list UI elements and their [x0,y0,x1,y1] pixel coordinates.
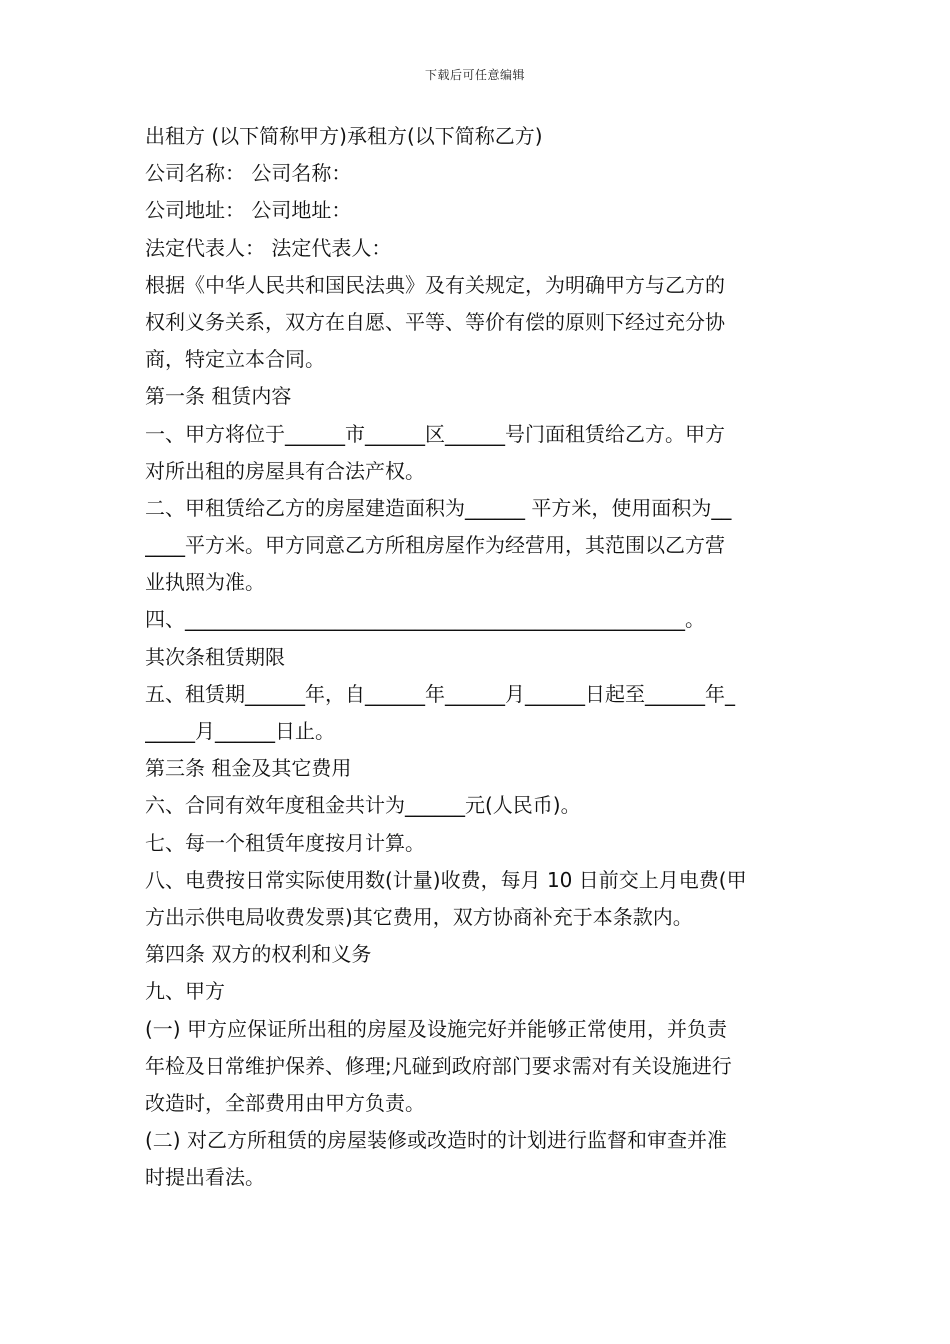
clause-6-line: 六、合同有效年度租金共计为______元(人民币)。 [145,793,581,818]
article-3-heading: 第三条 租金及其它费用 [145,756,352,781]
clause-4-line: 四、__________________________________________________。 [145,607,705,632]
preamble-line-2: 权利义务关系，双方在自愿、平等、等价有偿的原则下经过充分协 [145,309,725,334]
preamble-line-1: 根据《中华人民共和国民法典》及有关规定，为明确甲方与乙方的 [145,272,725,297]
clause-2-line-1: 二、甲租赁给乙方的房屋建造面积为______ 平方米，使用面积为__ [145,495,732,520]
clause-9-1-line-3: 改造时，全部费用由甲方负责。 [145,1090,425,1115]
clause-5-line-1: 五、租赁期______年，自______年______月______日起至______年_ [145,681,735,706]
company-name-line: 公司名称： 公司名称： [145,161,352,186]
clause-7-line: 七、每一个租赁年度按月计算。 [145,830,425,855]
preamble-line-3: 商，特定立本合同。 [145,347,325,372]
page-header-note: 下载后可任意编辑 [424,68,525,82]
clause-9-1-line-1: (一) 甲方应保证所出租的房屋及设施完好并能够正常使用，并负责 [145,1016,727,1041]
legal-representative-line: 法定代表人： 法定代表人： [145,235,392,260]
clause-1-line-2: 对所出租的房屋具有合法产权。 [145,458,425,483]
document-body [145,118,810,1196]
article-1-heading: 第一条 租赁内容 [145,384,292,409]
clause-9-1-line-2: 年检及日常维护保养、修理;凡碰到政府部门要求需对有关设施进行 [145,1053,732,1078]
clause-8-line-2: 方出示供电局收费发票)其它费用，双方协商补充于本条款内。 [145,904,693,929]
company-address-line: 公司地址： 公司地址： [145,198,352,223]
clause-9-heading: 九、甲方 [145,979,225,1004]
clause-9-2-line-2: 时提出看法。 [145,1165,265,1190]
parties-line: 出租方 (以下简称甲方)承租方(以下简称乙方) [145,124,543,148]
clause-8-line-1: 八、电费按日常实际使用数(计量)收费，每月 10 日前交上月电费(甲 [145,867,747,892]
clause-2-line-2: ____平方米。甲方同意乙方所租房屋作为经营用，其范围以乙方营 [145,533,725,558]
clause-1-line-1: 一、甲方将位于______市______区______号门面租赁给乙方。甲方 [145,421,725,446]
article-2-heading: 其次条租赁期限 [145,644,285,669]
clause-5-line-2: _____月______日止。 [145,719,335,743]
clause-9-2-line-1: (二) 对乙方所租赁的房屋装修或改造时的计划进行监督和审查并准 [145,1128,727,1153]
clause-2-line-3: 业执照为准。 [145,570,265,595]
article-4-heading: 第四条 双方的权利和义务 [145,942,372,967]
